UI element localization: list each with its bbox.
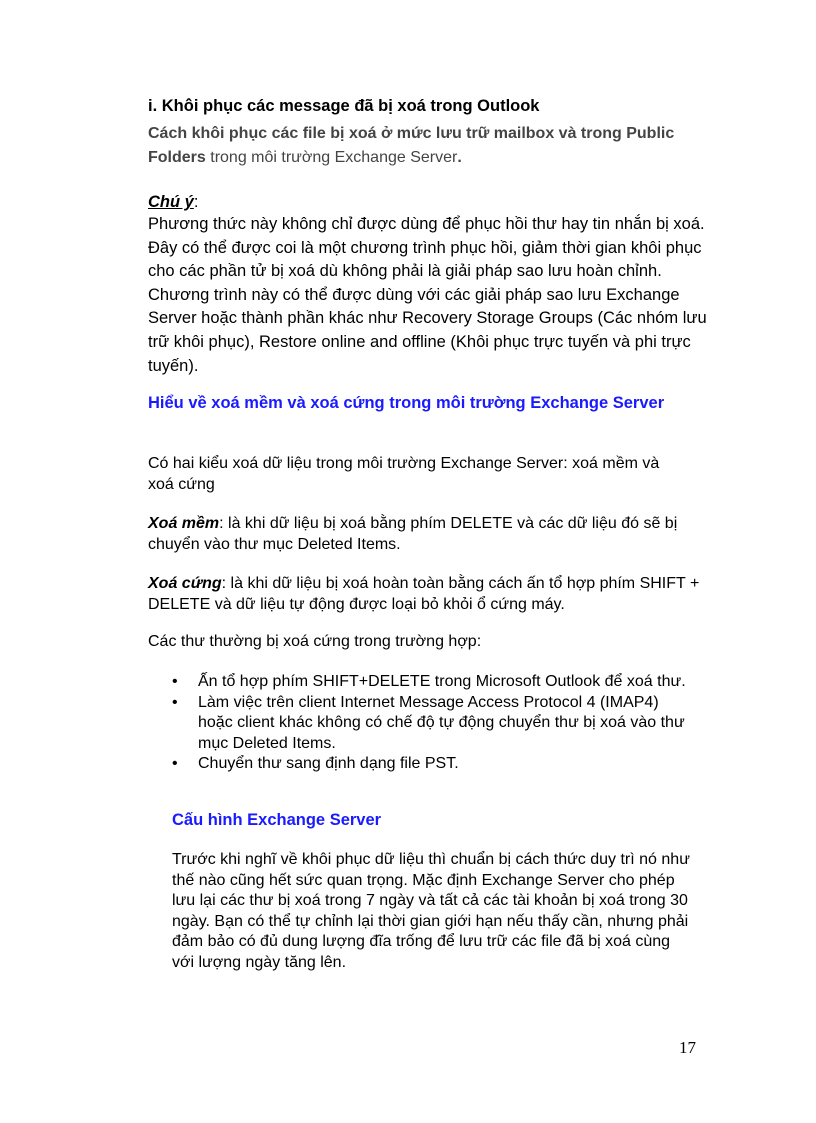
hard-delete-cases-list: [172, 672, 692, 775]
page-number: 17: [679, 1038, 696, 1057]
soft-delete-text: : là khi dữ liệu bị xoá bằng phím DELETE và các dữ liệu đó sẽ bị chuyển vào thư mục Deleted Items.: [148, 515, 678, 553]
list-item-text: Chuyển thư sang định dạng file PST.: [198, 755, 459, 772]
list-item: [172, 754, 692, 775]
note-label: [148, 191, 708, 213]
subtitle-end: .: [457, 149, 462, 166]
soft-hard-delete-heading: Hiểu về xoá mềm và xoá cứng trong môi trường Exchange Server: [148, 394, 665, 412]
bullet-icon: •: [172, 693, 178, 711]
note-label-colon: :: [193, 193, 199, 211]
hard-delete-term: Xoá cứng: [148, 575, 222, 592]
delete-types-intro: Có hai kiểu xoá dữ liệu trong môi trường Exchange Server: xoá mềm và xoá cứng: [148, 455, 660, 493]
note-label-text: Chú ý: [148, 193, 194, 211]
hard-delete-list-intro: Các thư thường bị xoá cứng trong trường hợp:: [148, 633, 482, 650]
list-item-text: Làm việc trên client Internet Message Access Protocol 4 (IMAP4) hoặc client khác không có chế độ tự động chuyển thư bị xoá vào thư mục Deleted Items.: [198, 693, 685, 752]
list-item-text: Ấn tổ hợp phím SHIFT+DELETE trong Microsoft Outlook để xoá thư.: [198, 673, 686, 690]
bullet-icon: •: [172, 755, 178, 772]
note-paragraph: Phương thức này không chỉ được dùng để phục hồi thư hay tin nhắn bị xoá. Đây có thể được coi là một chương trình phục hồi, giảm thời gian khôi phục cho các phần tử bị xoá dù không phải là giải pháp sao lưu hoàn chỉnh. Chương trình này có thể được dùng với các giải pháp sao lưu Exchange Server hoặc thành phần khác như Recovery Storage Groups (Các nhóm lưu trữ khôi phục), Restore online and offline (Khôi phục trực tuyến và phi trực tuyến).: [148, 215, 707, 375]
subtitle-bold: Cách khôi phục các file bị xoá ở mức lưu trữ mailbox và trong Public Folders: [148, 125, 675, 166]
soft-delete-paragraph: [148, 514, 688, 555]
section-heading: i. Khôi phục các message đã bị xoá trong Outlook: [148, 97, 540, 115]
soft-delete-term: Xoá mềm: [148, 515, 220, 532]
hard-delete-text: : là khi dữ liệu bị xoá hoàn toàn bằng cách ấn tổ hợp phím SHIFT + DELETE và dữ liệu tự động được loại bỏ khỏi ổ cứng máy.: [148, 575, 700, 613]
hard-delete-paragraph: [148, 574, 708, 615]
bullet-icon: •: [172, 673, 178, 690]
subtitle: [148, 122, 708, 170]
exchange-config-heading: Cấu hình Exchange Server: [172, 811, 382, 829]
list-item: [172, 672, 692, 693]
subtitle-normal: trong môi trường Exchange Server: [205, 149, 458, 166]
exchange-config-paragraph: Trước khi nghĩ về khôi phục dữ liệu thì chuẩn bị cách thức duy trì nó như thế nào cũng hết sức quan trọng. Mặc định Exchange Server cho phép lưu lại các thư bị xoá trong 7 ngày và tất cả các tài khoản bị xoá trong 30 ngày. Bạn có thể tự chỉnh lại thời gian giới hạn nếu thấy cần, nhưng phải đảm bảo có đủ dung lượng đĩa trống để lưu trữ các file đã bị xoá cùng với lượng ngày tăng lên.: [172, 851, 690, 971]
list-item: [172, 693, 692, 755]
